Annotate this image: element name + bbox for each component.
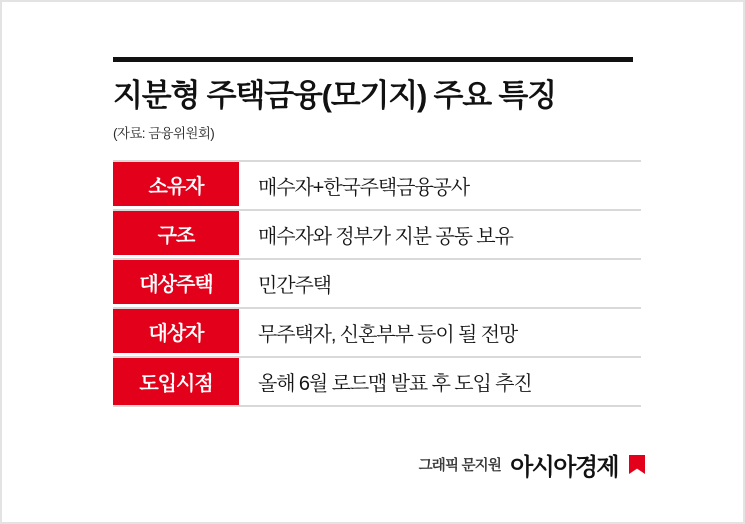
header-block — [113, 57, 643, 142]
table-row — [113, 358, 641, 407]
row-label: 대상자 — [113, 309, 239, 356]
page-title: 지분형 주택금융(모기지) 주요 특징 — [113, 78, 556, 113]
row-label: 대상주택 — [113, 260, 239, 307]
brand-name: 아시아경제 — [510, 454, 618, 481]
credit-text: 그래픽 문지원 — [418, 458, 502, 474]
row-label: 도입시점 — [113, 358, 239, 405]
row-value: 무주택자, 신혼부부 등이 될 전망 — [258, 324, 518, 346]
row-value: 매수자와 정부가 지분 공동 보유 — [258, 226, 513, 248]
row-value: 매수자+한국주택금융공사 — [258, 177, 469, 199]
table-row — [113, 260, 641, 309]
features-table — [113, 160, 641, 407]
row-value: 민간주택 — [258, 275, 331, 297]
table-row — [113, 309, 641, 358]
row-label: 소유자 — [113, 162, 239, 209]
row-value: 올해 6월 로드맵 발표 후 도입 추진 — [258, 373, 532, 395]
brand-flag-icon — [629, 455, 645, 474]
row-label: 구조 — [113, 211, 239, 258]
footer — [419, 447, 645, 482]
table-row — [113, 211, 641, 260]
source-note: (자료: 금융위원회) — [113, 125, 215, 141]
title-rule — [113, 57, 633, 62]
table-row — [113, 160, 641, 211]
